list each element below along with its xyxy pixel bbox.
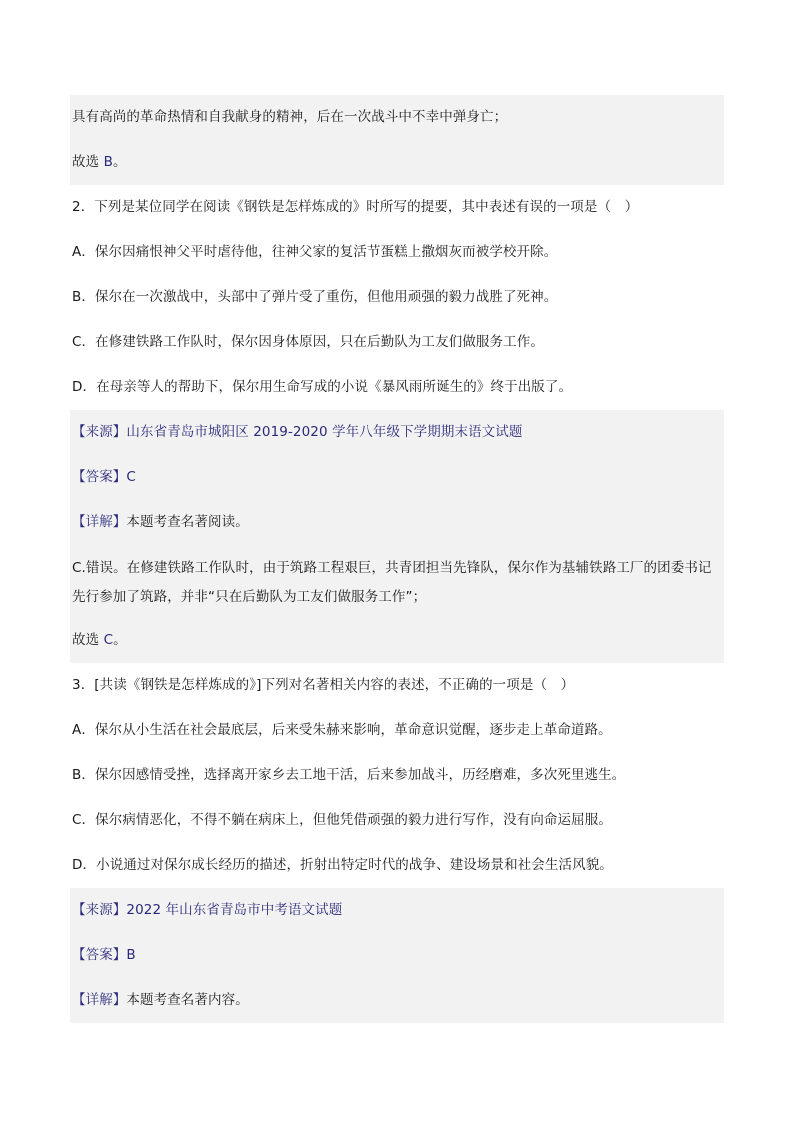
detail-text: 本题考查名著阅读。 [126, 514, 249, 530]
question-2: 2．下列是某位同学在阅读《钢铁是怎样炼成的》时所写的提要，其中表述有误的一项是（ ） [72, 199, 639, 215]
q2-option-d: D．在母亲等人的帮助下，保尔用生命写成的小说《暴风雨所诞生的》终于出版了。 [72, 379, 573, 395]
source-tag: 【来源】 [72, 424, 127, 440]
choose-letter: B [103, 154, 113, 170]
answer-tag: 【答案】 [72, 947, 127, 963]
q2-source [70, 410, 724, 455]
q3-source [70, 888, 724, 933]
choose-letter: C [103, 632, 114, 648]
answer-value: C [126, 469, 136, 485]
q2-explanation: C.错误。在修建铁路工作队时，由于筑路工程艰巨，共青团担当先锋队，保尔作为基辅铁路工厂的团委书记先行参加了筑路，并非“只在后勤队为工友们做服务工作”； [70, 545, 724, 618]
detail-tag: 【详解】 [72, 992, 127, 1008]
choose-line [70, 140, 724, 185]
source-tag: 【来源】 [72, 902, 127, 918]
q3-option-a: A．保尔从小生活在社会最底层，后来受朱赫来影响，革命意识觉醒，逐步走上革命道路。 [72, 722, 612, 738]
choose-suffix: 。 [112, 154, 127, 170]
q2-option-a: A．保尔因痛恨神父平时虐待他，往神父家的复活节蛋糕上撒烟灰而被学校开除。 [72, 244, 558, 260]
q2-option-b: B．保尔在一次激战中，头部中了弹片受了重伤，但他用顽强的毅力战胜了死神。 [72, 289, 558, 305]
explanation-line: 具有高尚的革命热情和自我献身的精神，后在一次战斗中不幸中弹身亡； [70, 95, 724, 140]
detail-tag: 【详解】 [72, 514, 127, 530]
source-text: 山东省青岛市城阳区 2019-2020 学年八年级下学期期末语文试题 [126, 424, 523, 440]
q3-detail [70, 978, 724, 1023]
choose-suffix: 。 [113, 632, 127, 648]
answer-value: B [126, 947, 136, 963]
q2-answer [70, 455, 724, 500]
q3-option-b: B．保尔因感情受挫，选择离开家乡去工地干活，后来参加战斗，历经磨难，多次死里逃生。 [72, 767, 626, 783]
detail-text: 本题考查名著内容。 [126, 992, 249, 1008]
answer-tag: 【答案】 [72, 469, 127, 485]
q2-option-c: C．在修建铁路工作队时，保尔因身体原因，只在后勤队为工友们做服务工作。 [72, 334, 544, 350]
q3-option-d: D．小说通过对保尔成长经历的描述，折射出特定时代的战争、建设场景和社会生活风貌。 [72, 857, 613, 873]
source-text: 2022 年山东省青岛市中考语文试题 [126, 902, 343, 918]
q3-option-c: C．保尔病情恶化，不得不躺在病床上，但他凭借顽强的毅力进行写作，没有向命运屈服。 [72, 812, 612, 828]
choose-prefix: 故选 [72, 632, 104, 648]
choose-prefix: 故选 [72, 154, 104, 170]
document-content [70, 95, 724, 1023]
q3-answer [70, 933, 724, 978]
q2-detail [70, 500, 724, 545]
question-3: 3．[共读《钢铁是怎样炼成的》]下列对名著相关内容的表述，不正确的一项是（ ） [72, 677, 575, 693]
q2-choose-line [70, 618, 724, 663]
